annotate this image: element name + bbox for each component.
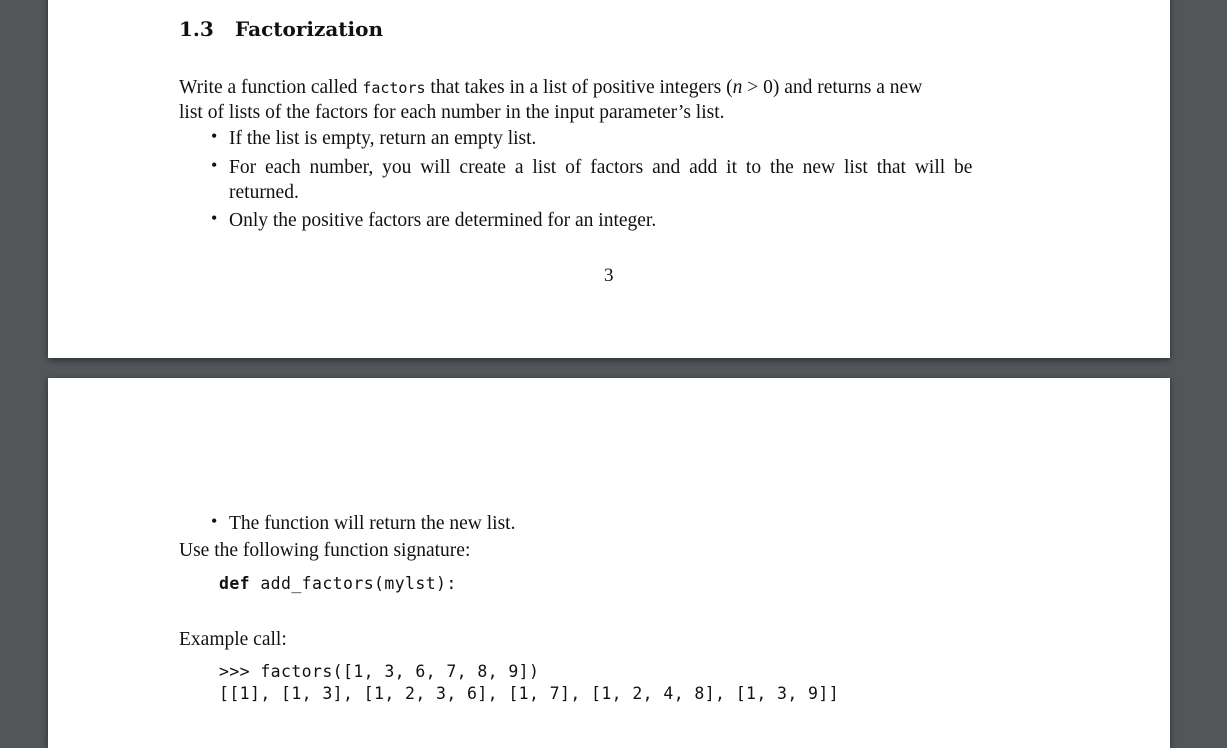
inline-code-factors: factors [362,79,426,97]
bullet-item-continued: returned. [229,182,299,203]
bullet-icon: • [211,511,218,531]
bullet-icon: • [211,208,218,228]
section-number: 1.3 [179,17,214,41]
bullet-icon: • [211,155,218,175]
page-number: 3 [604,265,614,286]
section-title: Factorization [235,17,383,41]
bullet-icon: • [211,126,218,146]
document-page-2 [48,378,1170,748]
example-intro: Example call: [179,629,287,650]
bullet-item: If the list is empty, return an empty list. [229,128,537,149]
code-example-output: [[1], [1, 3], [1, 2, 3, 6], [1, 7], [1, 2, 4, 8], [1, 3, 9]] [219,684,840,703]
code-keyword: def [219,574,251,593]
bullet-item: The function will return the new list. [229,513,516,534]
intro-line-1 [179,75,922,101]
intro-text: > 0) and returns a new [742,77,923,98]
code-signature [219,574,457,593]
intro-text: that takes in a list of positive integers ( [425,77,733,98]
intro-line-2: list of lists of the factors for each number in the input parameter’s list. [179,102,725,123]
intro-text: Write a function called [179,77,363,98]
math-variable-n: n [732,77,743,98]
document-page-1 [48,0,1170,358]
bullet-item: Only the positive factors are determined for an integer. [229,210,657,231]
code-text: add_factors(mylst): [250,574,457,593]
bullet-item: For each number, you will create a list of factors and add it to the new list that will be [229,157,973,178]
code-example-call: >>> factors([1, 3, 6, 7, 8, 9]) [219,662,540,681]
signature-intro: Use the following function signature: [179,540,471,561]
